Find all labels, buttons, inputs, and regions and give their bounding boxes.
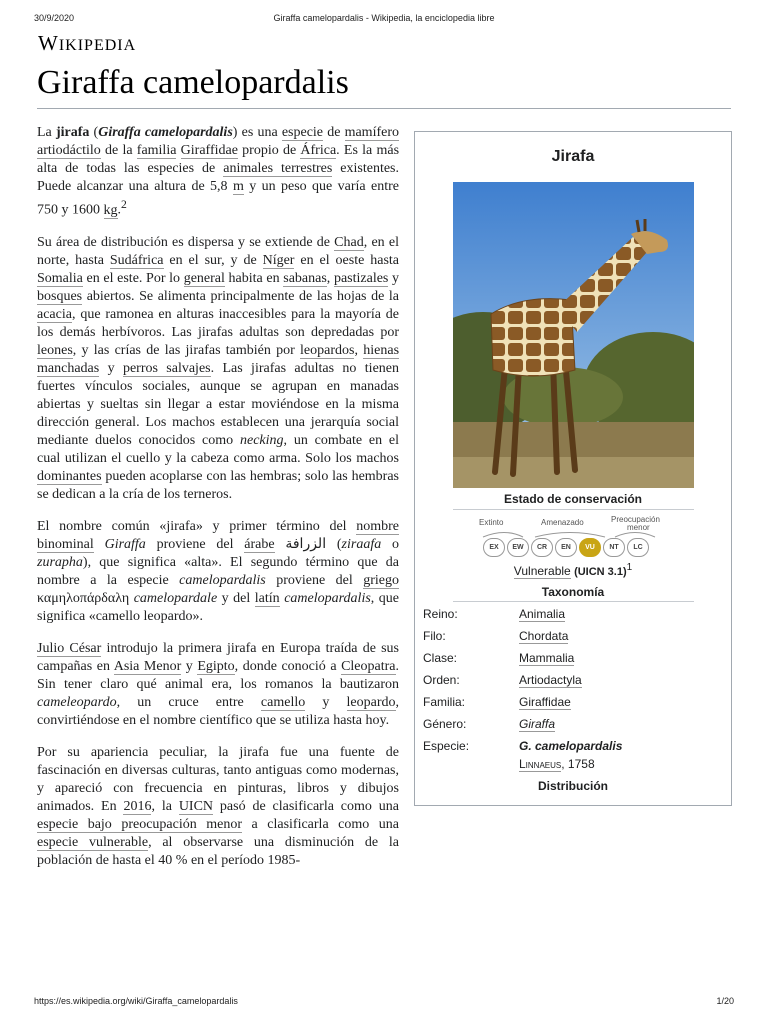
taxonomy-key: Reino:	[423, 607, 458, 621]
status-ex[interactable]: EX	[483, 538, 505, 557]
taxonomy-key: Familia:	[423, 695, 466, 709]
taxonomy-key: Orden:	[423, 673, 460, 687]
taxonomy-divider	[453, 601, 694, 602]
print-url: https://es.wikipedia.org/wiki/Giraffa_camelopardalis	[34, 996, 238, 1006]
link-especie-vulnerable[interactable]: especie vulnerable	[37, 834, 149, 850]
link-leopardo[interactable]: leopardo	[346, 694, 396, 710]
label-threatened: Amenazado	[541, 518, 584, 527]
link-leopardos[interactable]: leopardos	[300, 342, 355, 358]
link-latin[interactable]: latín	[254, 590, 280, 606]
page-title: Giraffa camelopardalis	[37, 64, 349, 101]
link-asia-menor[interactable]: Asia Menor	[113, 658, 182, 674]
link-mamifero[interactable]: mamífero	[344, 125, 399, 140]
taxonomy-key: Género:	[423, 717, 467, 731]
label-least-concern-2: menor	[627, 523, 650, 532]
taxonomy-row-reino	[423, 607, 723, 625]
taxonomy-key: Clase:	[423, 651, 458, 665]
label-least-concern-1: Preocupación	[611, 515, 660, 524]
taxonomy-value-link[interactable]: Mammalia	[519, 651, 575, 665]
status-vu[interactable]: VU	[579, 538, 601, 557]
taxonomy-value-link[interactable]: Artiodactyla	[519, 673, 582, 687]
status-lc[interactable]: LC	[627, 538, 649, 557]
taxonomy-row-clase	[423, 651, 723, 669]
status-source[interactable]: (UICN 3.1)	[574, 566, 627, 578]
taxonomy-row-familia	[423, 695, 723, 713]
link-especie[interactable]: especie	[281, 125, 324, 140]
logo-initial: W	[38, 31, 59, 55]
status-reference[interactable]: 1	[626, 562, 633, 573]
link-arabe[interactable]: árabe	[244, 536, 275, 552]
link-chad[interactable]: Chad	[334, 234, 364, 250]
link-egipto[interactable]: Egipto	[197, 658, 235, 674]
status-en[interactable]: EN	[555, 538, 577, 557]
link-dominantes[interactable]: dominantes	[37, 468, 102, 484]
wikipedia-logo[interactable]	[38, 31, 136, 56]
link-julio-cesar[interactable]: Julio César	[37, 640, 102, 656]
authority-text	[519, 757, 595, 771]
link-africa[interactable]: África	[300, 143, 337, 158]
infobox	[414, 131, 732, 806]
paragraph-4: Julio César introdujo la primera jirafa en Europa traída de sus campañas en Asia Menor y Egipto, donde conoció a Cleopatra. Sin tener claro qué animal era, los romanos la bautizaron cameleopardo, un cruce entre camello y leopardo, convirtiéndose en el nombre científico que se utiliza hasta hoy.	[37, 640, 399, 728]
taxonomy-row-genero	[423, 717, 723, 735]
link-especie-bajo[interactable]: especie bajo preocupación menor	[37, 816, 243, 832]
status-brackets	[475, 528, 675, 538]
link-vulnerable[interactable]: Vulnerable	[513, 564, 571, 578]
paragraph-3: El nombre común «jirafa» y primer término del nombre binominal Giraffa proviene del árabe الزرافة (ziraafa o zurapha), que significa «alta». El segundo término que da nombre a la especie camelopardalis proviene del griego καμηλοπάρδαλη camelopardale y del latín camelopardalis, que significa «camello leopardo».	[37, 518, 400, 624]
link-linnaeus[interactable]: Linnaeus	[519, 757, 562, 771]
link-bosques[interactable]: bosques	[37, 288, 83, 304]
print-page-title: Giraffa camelopardalis - Wikipedia, la enciclopedia libre	[273, 13, 495, 23]
taxonomy-value-link[interactable]: Chordata	[519, 629, 569, 643]
link-sudafrica[interactable]: Sudáfrica	[109, 252, 164, 268]
link-niger[interactable]: Níger	[262, 252, 295, 268]
print-page-number: 1/20	[716, 996, 734, 1006]
infobox-title: Jirafa	[551, 148, 595, 165]
taxonomy-authority	[423, 757, 723, 775]
link-nombre-binominal[interactable]: nombre binominal	[37, 518, 399, 552]
link-metro[interactable]: m	[232, 179, 244, 194]
paragraph-2: Su área de distribución es dispersa y se extiende de Chad, en el norte, hasta Sudáfrica en el sur, y de Níger en el oeste hasta Somalia en el este. Por lo general habita en sabanas, pastizales y bosques abiertos. Se alimenta principalmente de las hojas de la acacia, que ramonea en alturas inaccesibles para la mayoría de los demás herbívoros. Las jirafas adultas son depredadas por leones, y las crías de las jirafas también por leopardos, hienas manchadas y perros salvajes. Las jirafas adultas no tienen fuertes vínculos sociales, aunque se agrupan en manadas abiertas y sueltas sin llegar a estar moviéndose en la misma dirección general. Los machos establecen una jerarquía social mediante duelos conocidos como necking, un combate en el cual utilizan el cuello y la cabeza como arma. Solo los machos dominantes pueden acoplarse con las hembras; solo las hembras se dedican a la cría de los terneros.	[37, 234, 400, 502]
paragraph-5: Por su apariencia peculiar, la jirafa fue una fuente de fascinación en diversas culturas, tanto antiguas como modernas, y apareció con frecuencia en pinturas, libros y dibujos animados. En 2016, la UICN pasó de clasificarla como una especie bajo preocupación menor a clasificarla como una especie vulnerable, al observarse una disminución de la población de hasta el 40 % en el período 1985-	[37, 744, 399, 868]
link-familia[interactable]: familia	[136, 143, 177, 158]
link-acacia[interactable]: acacia	[37, 306, 72, 322]
link-2016[interactable]: 2016	[123, 798, 152, 814]
title-divider	[37, 108, 731, 109]
taxonomy-key: Filo:	[423, 629, 446, 643]
link-general[interactable]: general	[183, 270, 225, 286]
paragraph-1: La jirafa (Giraffa camelopardalis) es una especie de mamífero artiodáctilo de la familia Giraffidae propio de África. Es la más alta de todas las especies de animales terrestres existentes. Puede alcanzar una altura de 5,8 m y un peso que varía entre 750 y 1600 kg.$^2$	[37, 125, 400, 218]
taxonomy-value-link[interactable]: Animalia	[519, 607, 566, 621]
giraffe-illustration	[453, 182, 694, 488]
taxonomy-key: Especie:	[423, 739, 470, 753]
taxonomy-row-especie	[423, 739, 723, 757]
conservation-divider	[453, 509, 694, 510]
link-camello[interactable]: camello	[260, 694, 306, 710]
logo-rest: IKIPEDIA	[58, 37, 137, 54]
conservation-heading: Estado de conservación	[503, 492, 643, 506]
status-cr[interactable]: CR	[531, 538, 553, 557]
link-perros-salvajes[interactable]: perros salvajes	[122, 360, 211, 376]
giraffe-photo[interactable]	[453, 182, 694, 488]
link-leones[interactable]: leones	[37, 342, 73, 358]
taxonomy-heading: Taxonomía	[541, 585, 605, 599]
print-date: 30/9/2020	[34, 13, 75, 23]
link-sabanas[interactable]: sabanas	[283, 270, 327, 286]
label-extinct: Extinto	[479, 518, 504, 527]
distribution-heading: Distribución	[537, 779, 608, 793]
taxonomy-value-link[interactable]: Giraffidae	[519, 695, 571, 709]
link-uicn[interactable]: UICN	[178, 798, 214, 814]
taxonomy-value: G. camelopardalis	[519, 739, 623, 753]
link-kg[interactable]: kg	[103, 202, 118, 218]
link-hienas[interactable]: hienas manchadas	[37, 342, 400, 376]
taxonomy-row-orden	[423, 673, 723, 691]
link-pastizales[interactable]: pastizales	[333, 270, 389, 286]
link-artiodactilo[interactable]: artiodáctilo	[37, 143, 101, 158]
link-griego[interactable]: griego	[363, 572, 399, 588]
link-giraffidae[interactable]: Giraffidae	[180, 143, 238, 158]
authority-year: , 1758	[561, 757, 595, 771]
taxonomy-value-link[interactable]: Giraffa	[519, 717, 556, 731]
link-cleopatra[interactable]: Cleopatra	[341, 658, 396, 674]
link-somalia[interactable]: Somalia	[37, 270, 83, 286]
article-body	[37, 124, 399, 884]
link-animales-terrestres[interactable]: animales terrestres	[223, 161, 333, 176]
reference-2[interactable]: 2	[121, 198, 127, 211]
taxonomy-row-filo	[423, 629, 723, 647]
conservation-status-text	[415, 562, 731, 578]
status-ew[interactable]: EW	[507, 538, 529, 557]
status-nt[interactable]: NT	[603, 538, 625, 557]
